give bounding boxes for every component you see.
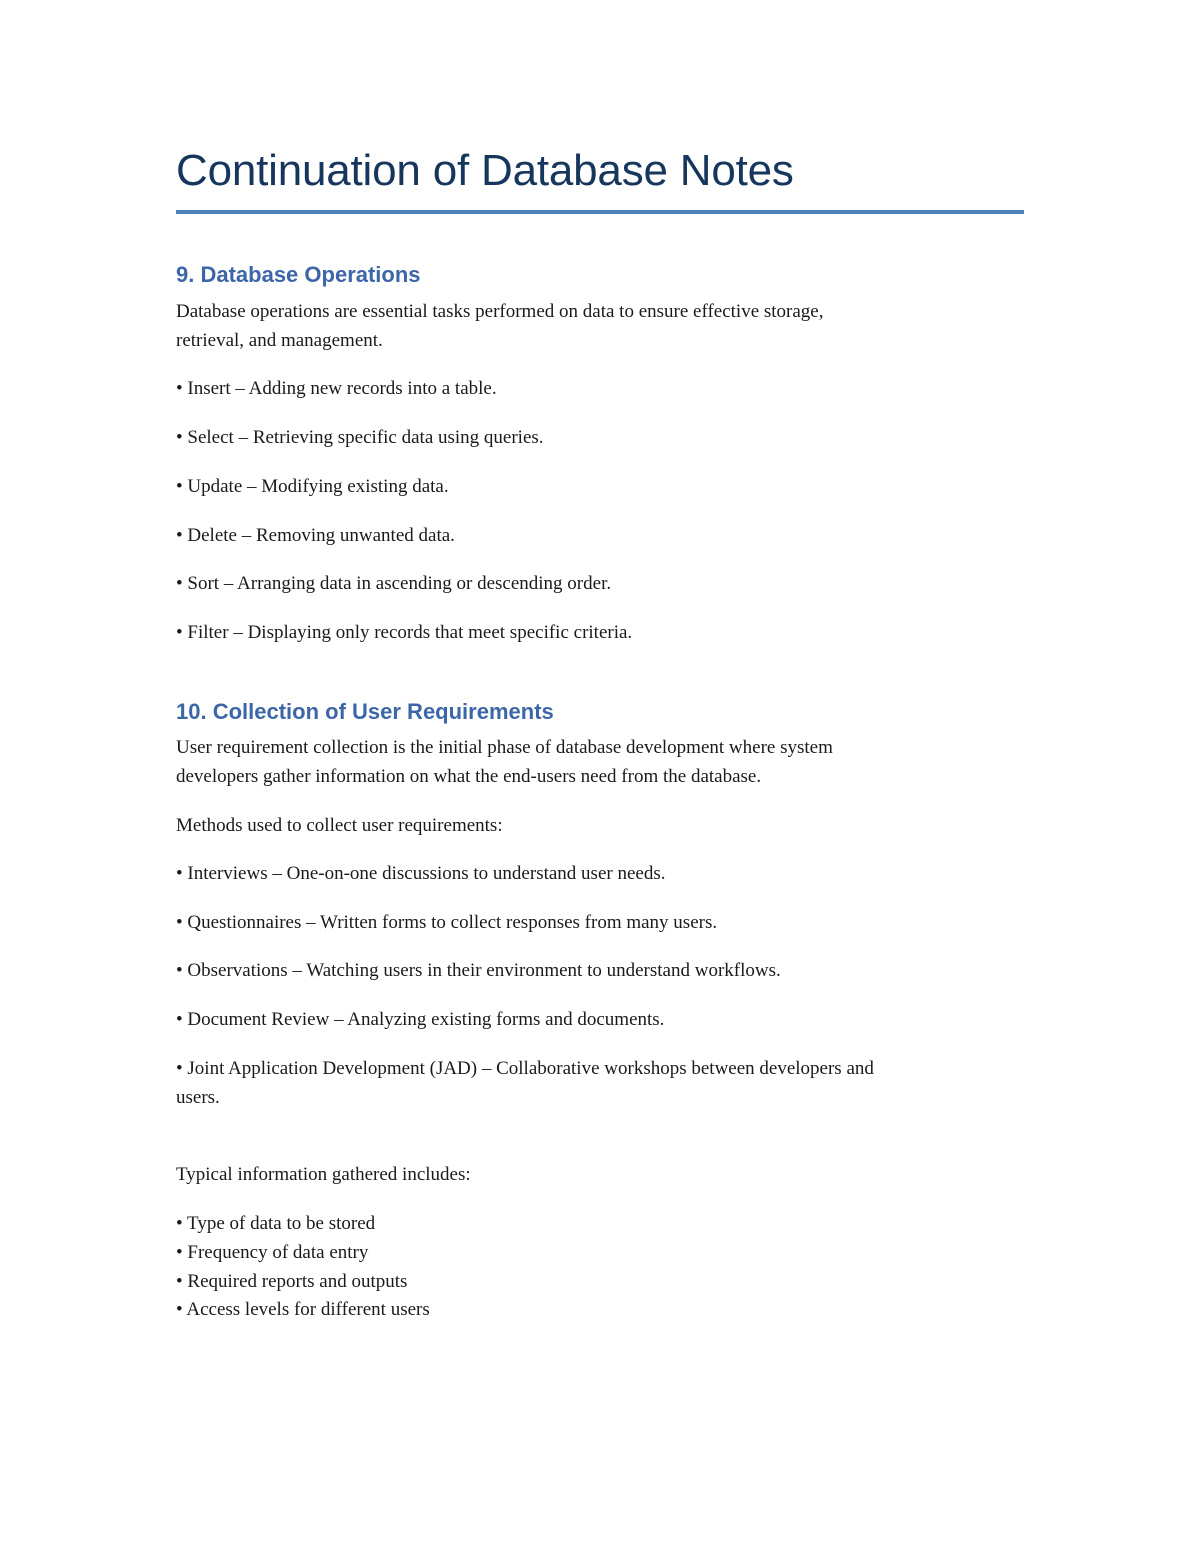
section-heading-user-requirements: 10. Collection of User Requirements	[176, 699, 554, 724]
list-item-frequency: • Frequency of data entry	[176, 1242, 369, 1263]
page-title: Continuation of Database Notes	[176, 146, 794, 195]
paragraph-line: Database operations are essential tasks performed on data to ensure effective storage,	[176, 301, 824, 322]
list-item-access-levels: • Access levels for different users	[176, 1299, 430, 1320]
list-item-select: • Select – Retrieving specific data using queries.	[176, 427, 544, 448]
list-item-observations: • Observations – Watching users in their environment to understand workflows.	[176, 960, 781, 981]
list-item-document-review: • Document Review – Analyzing existing forms and documents.	[176, 1009, 665, 1030]
methods-label: Methods used to collect user requirements:	[176, 815, 503, 836]
list-item-jad: • Joint Application Development (JAD) – Collaborative workshops between developers and	[176, 1058, 874, 1079]
list-item-questionnaires: • Questionnaires – Written forms to collect responses from many users.	[176, 912, 718, 933]
list-item-reports: • Required reports and outputs	[176, 1271, 408, 1292]
paragraph-line: User requirement collection is the initial phase of database development where system	[176, 737, 833, 758]
list-item-insert: • Insert – Adding new records into a table.	[176, 378, 497, 399]
info-label: Typical information gathered includes:	[176, 1164, 471, 1185]
paragraph-line: developers gather information on what the end-users need from the database.	[176, 766, 762, 787]
list-item-filter: • Filter – Displaying only records that meet specific criteria.	[176, 622, 633, 643]
list-item-update: • Update – Modifying existing data.	[176, 476, 449, 497]
list-item-sort: • Sort – Arranging data in ascending or descending order.	[176, 573, 612, 594]
title-underline	[176, 210, 1024, 214]
paragraph-line: retrieval, and management.	[176, 330, 383, 351]
list-item-interviews: • Interviews – One-on-one discussions to understand user needs.	[176, 863, 666, 884]
list-item-data-type: • Type of data to be stored	[176, 1213, 376, 1234]
section-heading-database-operations: 9. Database Operations	[176, 262, 421, 287]
list-item-delete: • Delete – Removing unwanted data.	[176, 525, 455, 546]
list-item-jad-continued: users.	[176, 1087, 220, 1108]
